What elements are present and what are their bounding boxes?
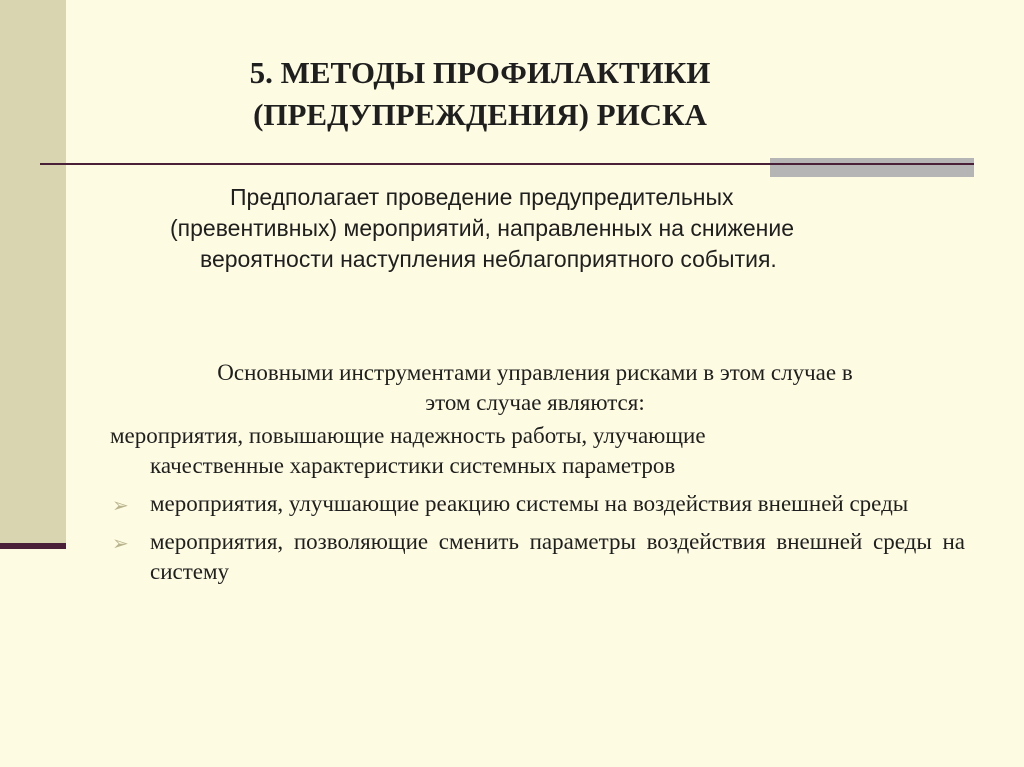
slide-title — [180, 52, 780, 136]
arrow-bullet-icon: ➢ — [112, 531, 129, 555]
tools-lead-line-2: этом случае являются: — [425, 390, 645, 415]
title-divider-accent — [770, 158, 974, 177]
bullet-text: мероприятия, улучшающие реакцию системы на воздействия внешней среды — [150, 491, 909, 516]
tool-item-line-1: мероприятия, повышающие надежность работы, улучающие — [110, 423, 706, 448]
intro-paragraph — [150, 182, 980, 275]
intro-line-2: (превентивных) мероприятий, направленных на снижение — [170, 215, 794, 241]
tool-item — [110, 421, 980, 481]
tool-item-line-2: качественные характеристики системных параметров — [150, 453, 676, 478]
intro-line-3: вероятности наступления неблагоприятного события. — [200, 246, 777, 272]
intro-line-1: Предполагает проведение предупредительных — [230, 184, 734, 210]
bullet-item — [110, 527, 965, 587]
slide-title-line-1: 5. МЕТОДЫ ПРОФИЛАКТИКИ — [249, 55, 711, 90]
tools-lead-line-1: Основными инструментами управления рисками в этом случае в — [217, 360, 853, 385]
arrow-bullet-icon: ➢ — [112, 493, 129, 517]
bullet-text: мероприятия, позволяющие сменить параметры воздействия внешней среды на систему — [150, 529, 965, 584]
slide-title-line-2: (ПРЕДУПРЕЖДЕНИЯ) РИСКА — [253, 97, 707, 132]
tools-section — [110, 358, 980, 587]
left-decorative-band — [0, 0, 66, 546]
bullet-item — [110, 489, 965, 519]
left-band-rule — [0, 543, 66, 549]
tools-lead — [110, 358, 980, 418]
